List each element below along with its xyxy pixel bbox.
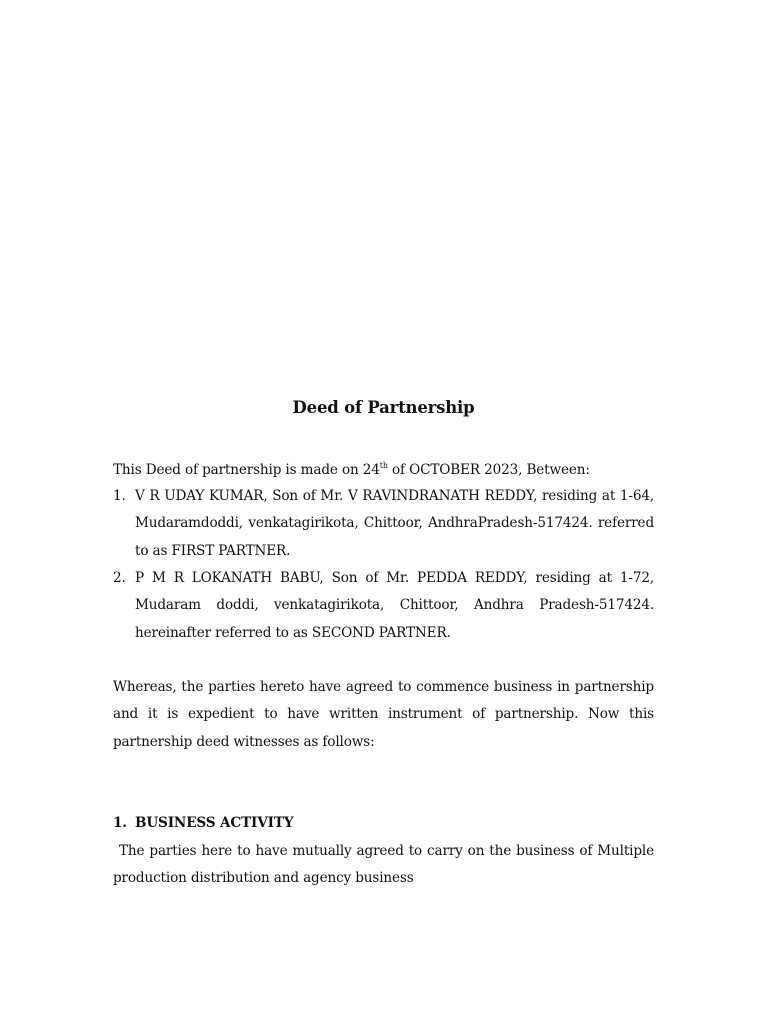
document-page xyxy=(113,0,654,1024)
party-item-first xyxy=(113,483,654,565)
section-number: 1. xyxy=(113,815,127,831)
party-text: P M R LOKANATH BABU, Son of Mr. PEDDA REDDY, residing at 1-72, Mudaram doddi, venkatagirikota, Chittoor, Andhra Pradesh-517424. hereinafter referred to as SECOND PARTNER. xyxy=(135,570,654,641)
intro-line xyxy=(113,458,654,482)
intro-text-before: This Deed of partnership is made on 24 xyxy=(113,462,380,478)
intro-text-after: of OCTOBER 2023, Between: xyxy=(387,462,590,478)
section-heading-business-activity xyxy=(113,810,654,837)
party-number: 1. xyxy=(113,488,126,504)
party-item-second xyxy=(113,565,654,647)
intro-date-superscript: th xyxy=(379,461,388,470)
whereas-paragraph: Whereas, the parties hereto have agreed to commence business in partnership and it is expedient to have written instrument of partnership. Now this partnership deed witnesses as follows: xyxy=(113,679,654,750)
party-text: V R UDAY KUMAR, Son of Mr. V RAVINDRANATH REDDY, residing at 1-64, Mudaramdoddi, venkatagirikota, Chittoor, AndhraPradesh-517424. referred to as FIRST PARTNER. xyxy=(135,488,654,559)
document-title: Deed of Partnership xyxy=(292,398,475,417)
party-number: 2. xyxy=(113,570,126,586)
section-title: BUSINESS ACTIVITY xyxy=(135,815,294,831)
section-body-business-activity: The parties here to have mutually agreed to carry on the business of Multiple production distribution and agency business xyxy=(113,843,654,887)
